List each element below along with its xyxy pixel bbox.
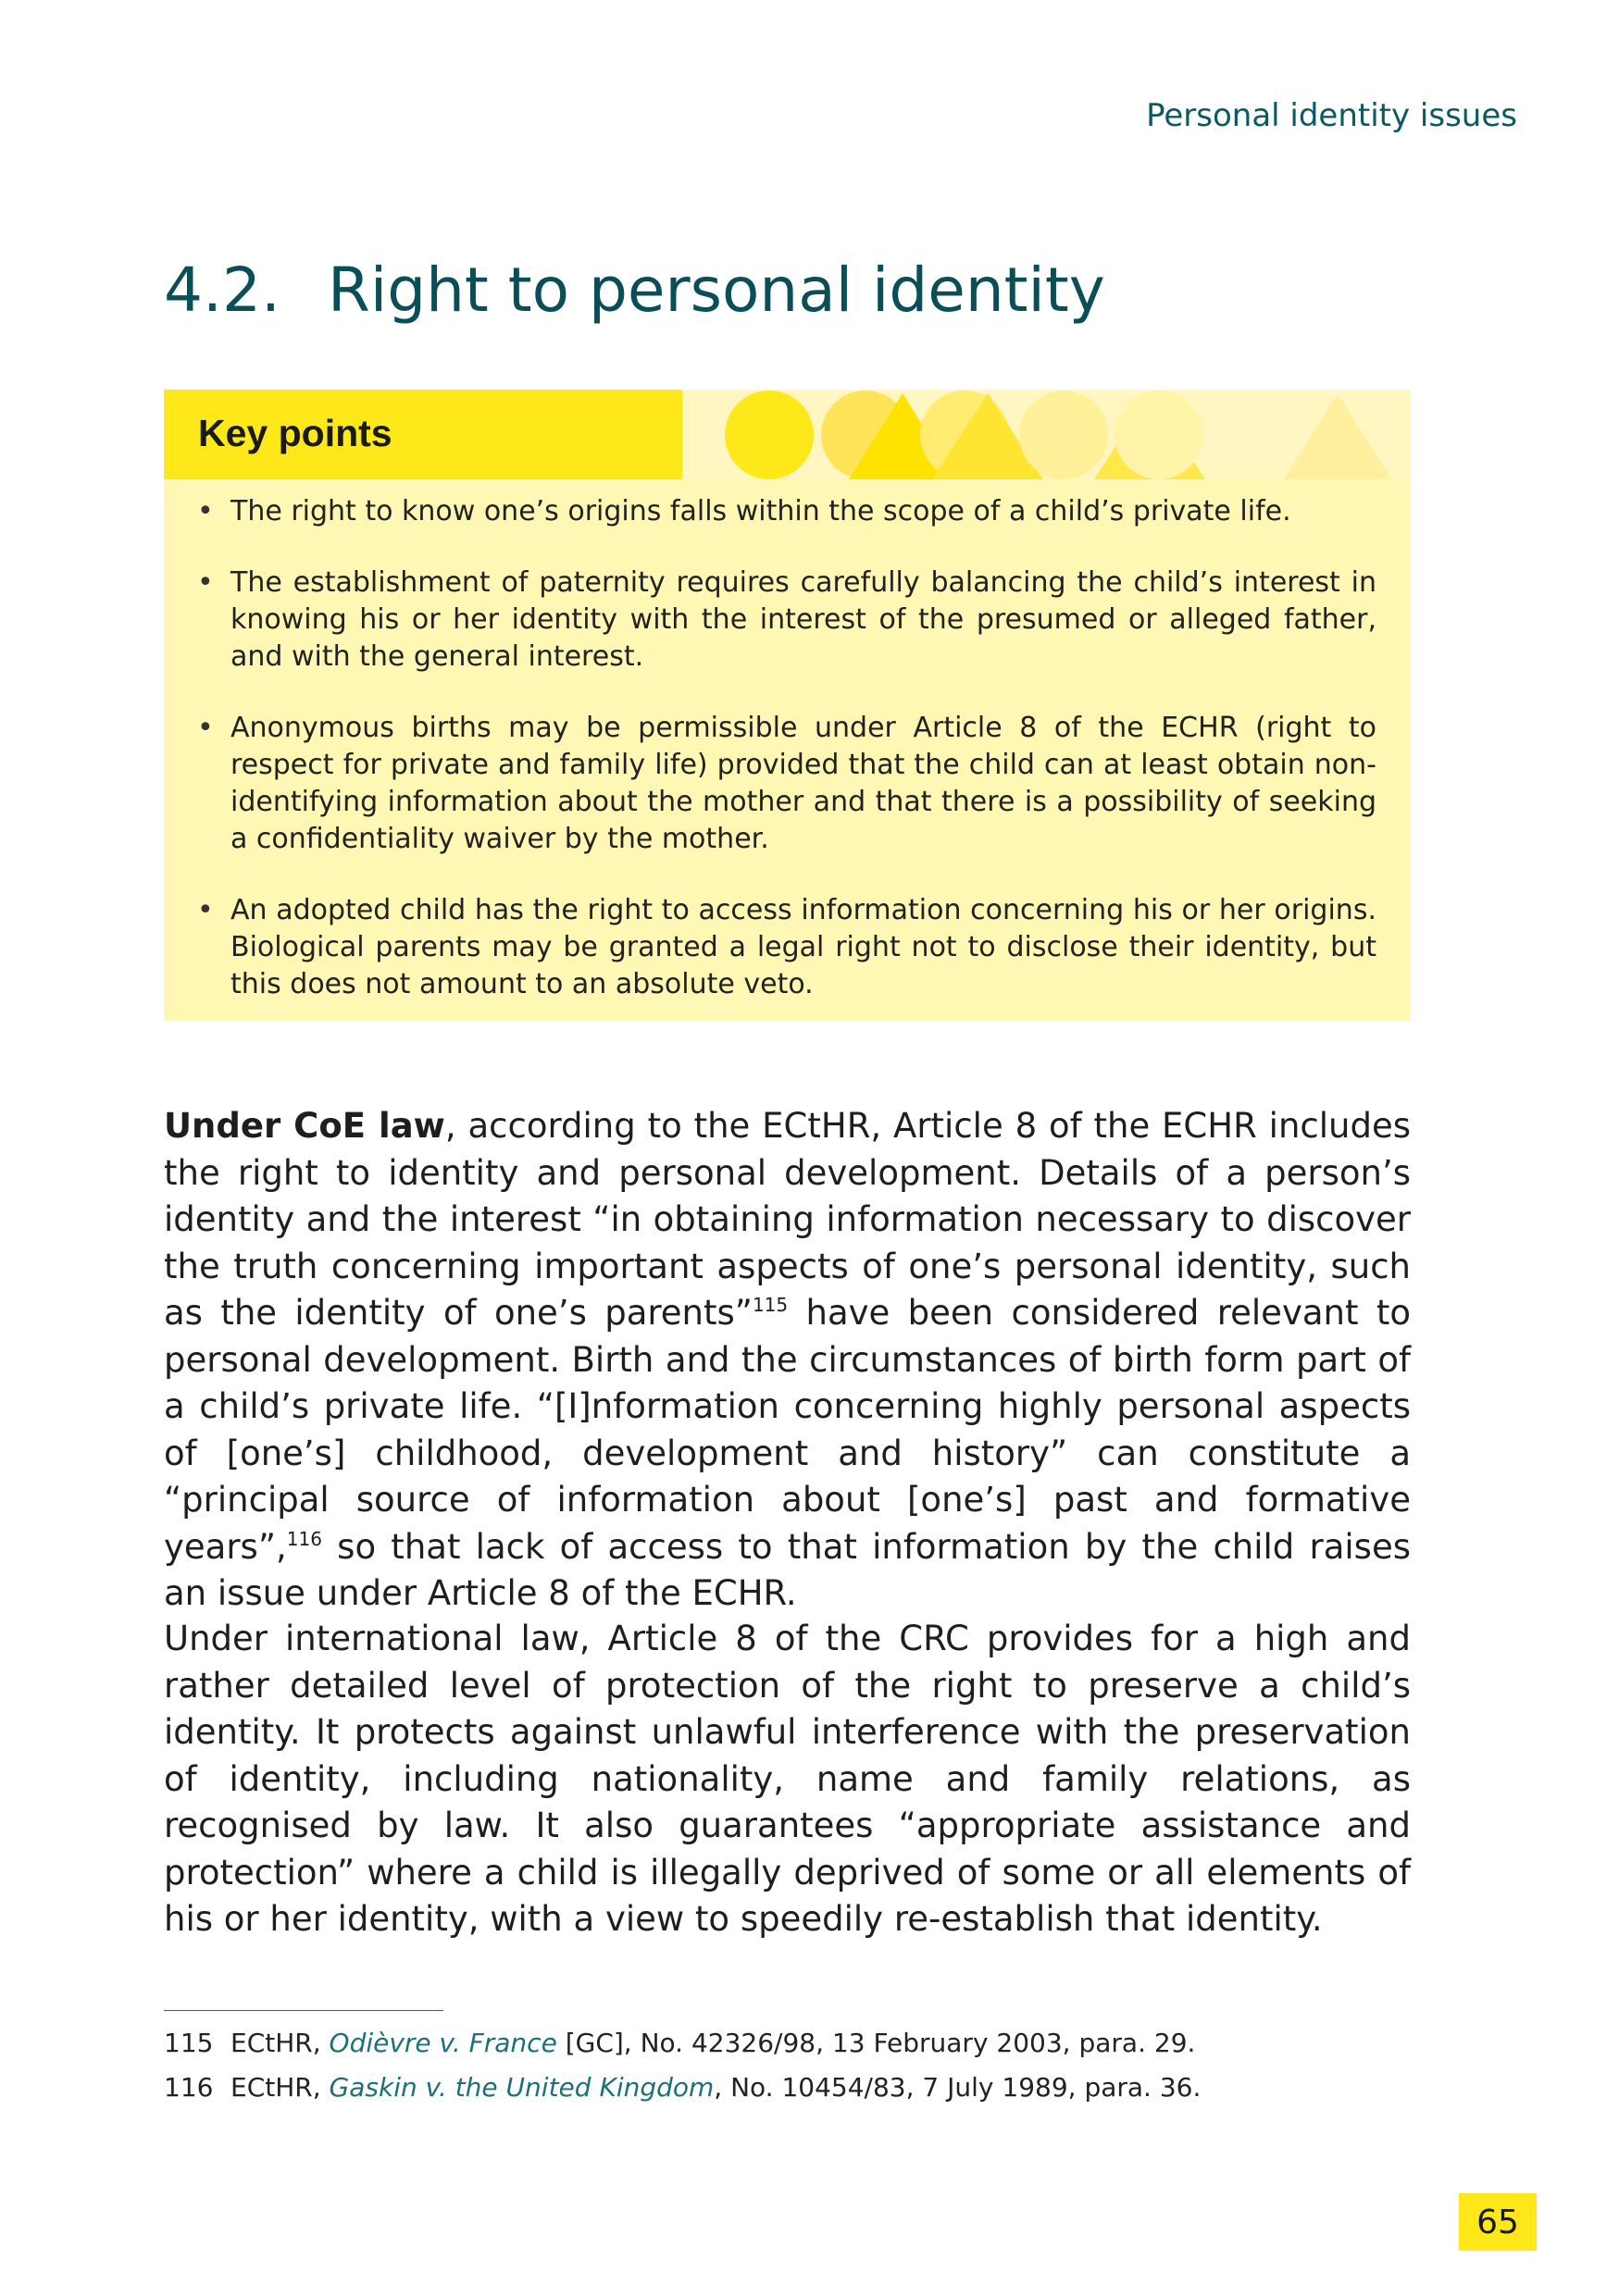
paragraph-text: have been considered relevant to personal development. Birth and the circumstances of birth form part of a child’s private life. “[I]nformation concerning highly personal aspects of [one’s] childhood, development and history” can constitute a “principal source of information about [one’s] past and formative years”, [164, 1293, 1411, 1567]
footnote [164, 2021, 1411, 2066]
body-paragraph-coe-law [164, 1103, 1411, 1618]
footnotes [164, 2021, 1411, 2110]
footnote-number: 115 [164, 2028, 214, 2058]
deco-circle [1115, 391, 1203, 479]
footnote-suffix: [GC], No. 42326/98, 13 February 2003, para. 29. [556, 2028, 1196, 2058]
footnote-reference[interactable]: 116 [286, 1527, 322, 1550]
deco-circle [725, 391, 814, 479]
decorative-shapes [682, 390, 1411, 479]
footnote-suffix: , No. 10454/83, 7 July 1989, para. 36. [714, 2072, 1202, 2103]
key-point-item [164, 565, 1411, 676]
bullet: • [197, 712, 214, 744]
key-points-header [164, 390, 1411, 479]
paragraph-text: , according to the ECtHR, Article 8 of the ECHR includes the right to identity and personal development. Details of a person’s identity and the interest “in obtaining information necessary to discover the truth concerning important aspects of one’s personal identity, such as the identity of one’s parents” [164, 1106, 1411, 1333]
key-point-text: An adopted child has the right to access information concerning his or her origins. Biological parents may be granted a legal right not to disclose their identity, but this does not amount to an absolute veto. [230, 894, 1376, 1000]
footnote-reference[interactable]: 115 [752, 1294, 789, 1316]
section-title: Right to personal identity [328, 254, 1105, 326]
footnote-number: 116 [164, 2072, 214, 2103]
running-header: Personal identity issues [1146, 97, 1517, 134]
key-points-list [164, 493, 1411, 1037]
section-number: 4.2. [164, 254, 280, 326]
case-link[interactable]: Odièvre v. France [329, 2028, 557, 2058]
deco-triangle [1284, 393, 1391, 479]
footnote-prefix: ECtHR, [230, 2028, 330, 2058]
key-points-title: Key points [198, 412, 392, 454]
bullet: • [197, 495, 214, 527]
footnote-rule [164, 2010, 443, 2011]
page-number: 65 [1459, 2193, 1537, 2251]
body-paragraph-international-law: Under international law, Article 8 of the CRC provides for a high and rather detailed level of protection of the right to preserve a child’s identity. It protects against unlawful interference with the preservation of identity, including nationality, name and family relations, as recognised by law. It also guarantees “appropriate assistance and protection” where a child is illegally deprived of some or all elements of his or her identity, with a view to speedily re-establish that identity. [164, 1619, 1411, 1939]
footnote-prefix: ECtHR, [230, 2072, 330, 2103]
deco-circle [1019, 391, 1108, 479]
key-point-text: The right to know one’s origins falls within the scope of a child’s private life. [230, 495, 1291, 527]
key-point-text: Anonymous births may be permissible under Article 8 of the ECHR (right to respect for private and family life) provided that the child can at least obtain non-identifying information about the mother and that there is a possibility of seeking a confidentiality waiver by the mother. [230, 712, 1376, 855]
paragraph-text: so that lack of access to that information by the child raises an issue under Article 8 of the ECHR. [164, 1526, 1411, 1613]
key-point-text: The establishment of paternity requires carefully balancing the child’s interest in knowing his or her identity with the interest of the presumed or alleged father, and with the general interest. [230, 566, 1376, 673]
key-points-box [164, 390, 1411, 1021]
key-point-item [164, 493, 1411, 530]
key-point-item [164, 710, 1411, 858]
key-point-item [164, 892, 1411, 1003]
lead-bold-text: Under CoE law [164, 1106, 445, 1146]
section-heading [164, 254, 1105, 326]
footnote [164, 2066, 1411, 2110]
bullet: • [197, 894, 214, 926]
bullet: • [197, 566, 214, 599]
case-link[interactable]: Gaskin v. the United Kingdom [329, 2072, 715, 2103]
